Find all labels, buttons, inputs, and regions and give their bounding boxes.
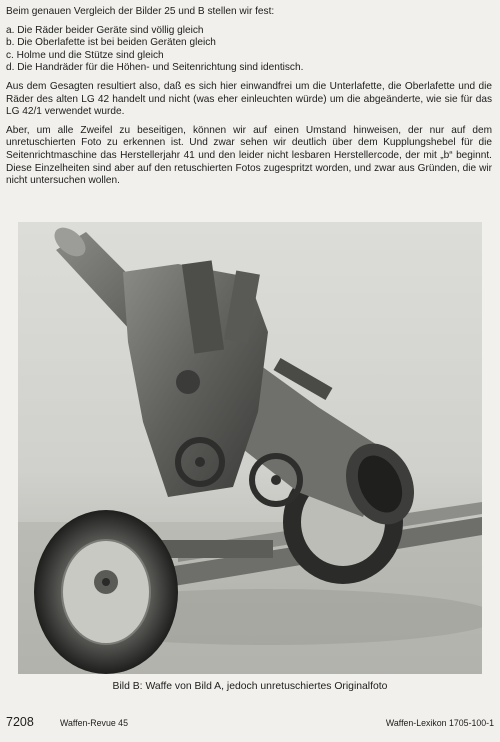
body-text [6, 6, 492, 194]
intro-sentence: Beim genauen Vergleich der Bilder 25 und B stellen wir fest: [6, 6, 275, 17]
figure-caption: Bild B: Waffe von Bild A, jedoch unretuschiertes Originalfoto [112, 681, 388, 692]
finding-a: a. Die Räder beider Geräte sind völlig gleich [6, 24, 204, 36]
magazine-issue: Waffen-Revue 45 [60, 718, 128, 728]
paragraph-manufacturer-mark: Aber, um alle Zweifel zu beseitigen, können wir auf einen Umstand hinweisen, der nur auf dem unretuschierten Foto zu erkennen ist. Und zwar sehen wir deutlich über dem Kupplungshebel für die Seitenrichtmaschine das Herstellerjahr 41 und den leider nicht lesbaren Herstellercode, der mit „b“ beginnt. Diese Einzelheiten sind aber auf den retuschierten Fotos zugespritzt worden, und zwar aus Gründen, die wir nicht untersuchen wollen. [6, 124, 492, 187]
page-number: 7208 [6, 715, 34, 729]
paragraph-conclusion: Aus dem Gesagten resultiert also, daß es sich hier einwandfrei um die Unterlafette, die Oberlafette und die Räder des alten LG 42 handelt und nicht (was eher einleuchten würde) um die abgeänderte, wie sie für das LG 42/1 verwendet wurde. [6, 80, 492, 118]
page-footer [0, 716, 500, 732]
findings-list [6, 25, 492, 75]
finding-b: b. Die Oberlafette ist bei beiden Geräten gleich [6, 37, 216, 49]
finding-d: d. Die Handräder für die Höhen- und Seitenrichtung sind identisch. [6, 62, 304, 74]
finding-c: c. Holme und die Stütze sind gleich [6, 49, 164, 61]
recoilless-gun-illustration [18, 222, 482, 674]
gun-photograph [18, 222, 482, 674]
lexicon-reference: Waffen-Lexikon 1705-100-1 [385, 718, 494, 728]
